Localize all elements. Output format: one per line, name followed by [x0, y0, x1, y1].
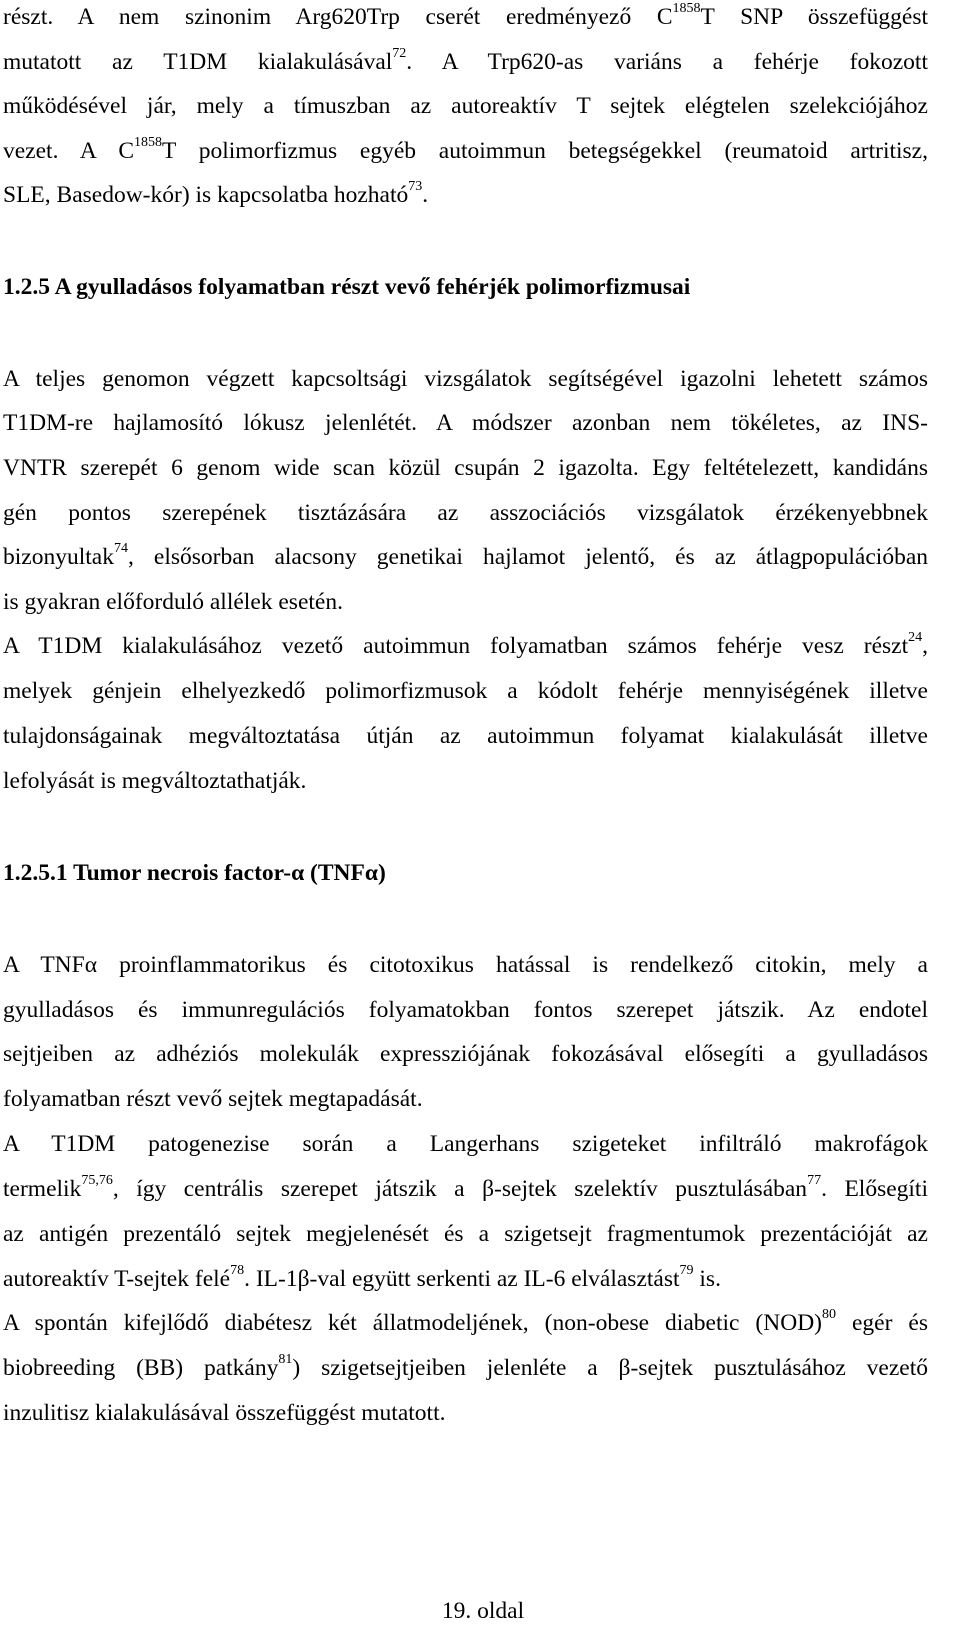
text-line: [3, 180, 928, 210]
text-run: bizonyultak: [3, 544, 114, 570]
text-line: [3, 1264, 928, 1294]
text-run: .: [422, 182, 429, 208]
text-run: A spontán kifejlődő diabétesz két állatmodeljének, (non-obese diabetic (NOD): [3, 1310, 822, 1336]
text-run: is.: [693, 1266, 721, 1292]
text-line: [3, 721, 928, 751]
text-run: részt. A nem szinonim Arg620Trp cserét eredményező C: [3, 4, 673, 30]
text-run: SLE, Basedow-kór) is kapcsolatba hozható: [3, 182, 409, 208]
text-line: [3, 587, 928, 617]
citation-reference: 81: [278, 1352, 293, 1368]
text-line: [3, 676, 928, 706]
text-run: is gyakran előforduló allélek esetén.: [3, 589, 343, 615]
text-run: 1.2.5 A gyulladásos folyamatban részt vevő fehérjék polimorfizmusai: [3, 274, 691, 300]
text-run: T SNP összefüggést: [700, 4, 929, 30]
text-line: [3, 995, 928, 1025]
text-line: [3, 364, 928, 394]
text-line: [3, 1174, 928, 1204]
text-run: ,: [922, 633, 928, 659]
citation-reference: 1858: [134, 135, 163, 151]
citation-reference: 24: [908, 630, 923, 646]
text-line: [3, 498, 928, 528]
citation-reference: 80: [822, 1307, 836, 1323]
text-run: lefolyását is megváltoztathatják.: [3, 768, 307, 794]
text-run: 1.2.5.1 Tumor necrois factor-α (TNFα): [3, 860, 386, 886]
text-run: A TNFα proinflammatorikus és citotoxikus hatással is rendelkező citokin, mely a: [3, 952, 928, 978]
text-run: T polimorfizmus egyéb autoimmun betegségekkel (reumatoid artritisz,: [162, 138, 928, 164]
text-run: T1DM-re hajlamosító lókusz jelenlétét. A módszer azonban nem tökéletes, az INS-: [3, 410, 928, 436]
citation-reference: 78: [230, 1263, 245, 1279]
text-run: gén pontos szerepének tisztázására az asszociációs vizsgálatok érzékenyebbnek: [3, 500, 928, 526]
text-run: , így centrális szerepet játszik a β-sejtek szelektív pusztulásában: [112, 1176, 808, 1202]
text-run: vezet. A C: [3, 138, 135, 164]
text-line: [3, 1129, 928, 1159]
citation-reference: 1858: [672, 1, 701, 17]
page-number: 19. oldal: [441, 1598, 525, 1624]
text-run: tulajdonságainak megváltoztatása útján az autoimmun folyamat kialakulását illetve: [3, 723, 928, 749]
text-run: folyamatban részt vevő sejtek megtapadását.: [3, 1086, 423, 1112]
citation-reference: 73: [408, 179, 423, 195]
citation-reference: 74: [113, 541, 128, 557]
text-run: működésével jár, mely a tímuszban az autoreaktív T sejtek elégtelen szelekciójához: [3, 93, 928, 119]
citation-reference: 79: [679, 1263, 694, 1279]
text-run: . Elősegíti: [821, 1176, 928, 1202]
section-heading: [3, 272, 928, 302]
text-line: [3, 950, 928, 980]
citation-reference: 75,76: [81, 1173, 113, 1189]
text-run: melyek génjein elhelyezkedő polimorfizmusok a kódolt fehérje mennyiségének illetve: [3, 678, 928, 704]
citation-reference: 77: [807, 1173, 822, 1189]
text-line: [3, 1219, 928, 1249]
text-line: [3, 1353, 928, 1383]
text-run: az antigén prezentáló sejtek megjelenését és a szigetsejt fragmentumok prezentációját az: [3, 1221, 928, 1247]
text-run: egér és: [836, 1310, 928, 1336]
text-line: [3, 1039, 928, 1069]
text-run: sejtjeiben az adhéziós molekulák expressziójának fokozásával elősegíti a gyulladásos: [3, 1041, 928, 1067]
text-line: [3, 47, 928, 77]
text-run: biobreeding (BB) patkány: [3, 1355, 279, 1381]
text-run: . A Trp620-as variáns a fehérje fokozott: [406, 49, 928, 75]
text-run: A T1DM patogenezise során a Langerhans szigeteket infiltráló makrofágok: [3, 1131, 928, 1157]
text-line: [3, 1084, 928, 1114]
citation-reference: 72: [392, 46, 407, 62]
text-line: [3, 408, 928, 438]
text-run: mutatott az T1DM kialakulásával: [3, 49, 393, 75]
text-line: [3, 2, 928, 32]
text-line: [3, 1398, 928, 1428]
text-run: ) szigetsejtjeiben jelenléte a β-sejtek pusztulásához vezető: [292, 1355, 929, 1381]
text-run: VNTR szerepét 6 genom wide scan közül csupán 2 igazolta. Egy feltételezett, kandidáns: [3, 455, 928, 481]
text-run: A T1DM kialakulásához vezető autoimmun folyamatban számos fehérje vesz részt: [3, 633, 909, 659]
text-run: termelik: [3, 1176, 82, 1202]
section-heading: [3, 858, 928, 888]
text-run: gyulladásos és immunregulációs folyamatokban fontos szerepet játszik. Az endotel: [3, 997, 928, 1023]
text-run: autoreaktív T-sejtek felé: [3, 1266, 231, 1292]
text-line: [3, 766, 928, 796]
text-line: [3, 453, 928, 483]
text-run: , elsősorban alacsony genetikai hajlamot jelentő, és az átlagpopulációban: [127, 544, 928, 570]
text-line: [3, 542, 928, 572]
text-run: A teljes genomon végzett kapcsoltsági vizsgálatok segítségével igazolni lehetett számos: [3, 366, 928, 392]
text-line: [3, 91, 928, 121]
text-run: . IL-1β-val együtt serkenti az IL-6 elválasztást: [244, 1266, 680, 1292]
text-line: [3, 136, 928, 166]
text-line: [3, 631, 928, 661]
text-run: inzulitisz kialakulásával összefüggést mutatott.: [3, 1400, 446, 1426]
text-line: [3, 1308, 928, 1338]
